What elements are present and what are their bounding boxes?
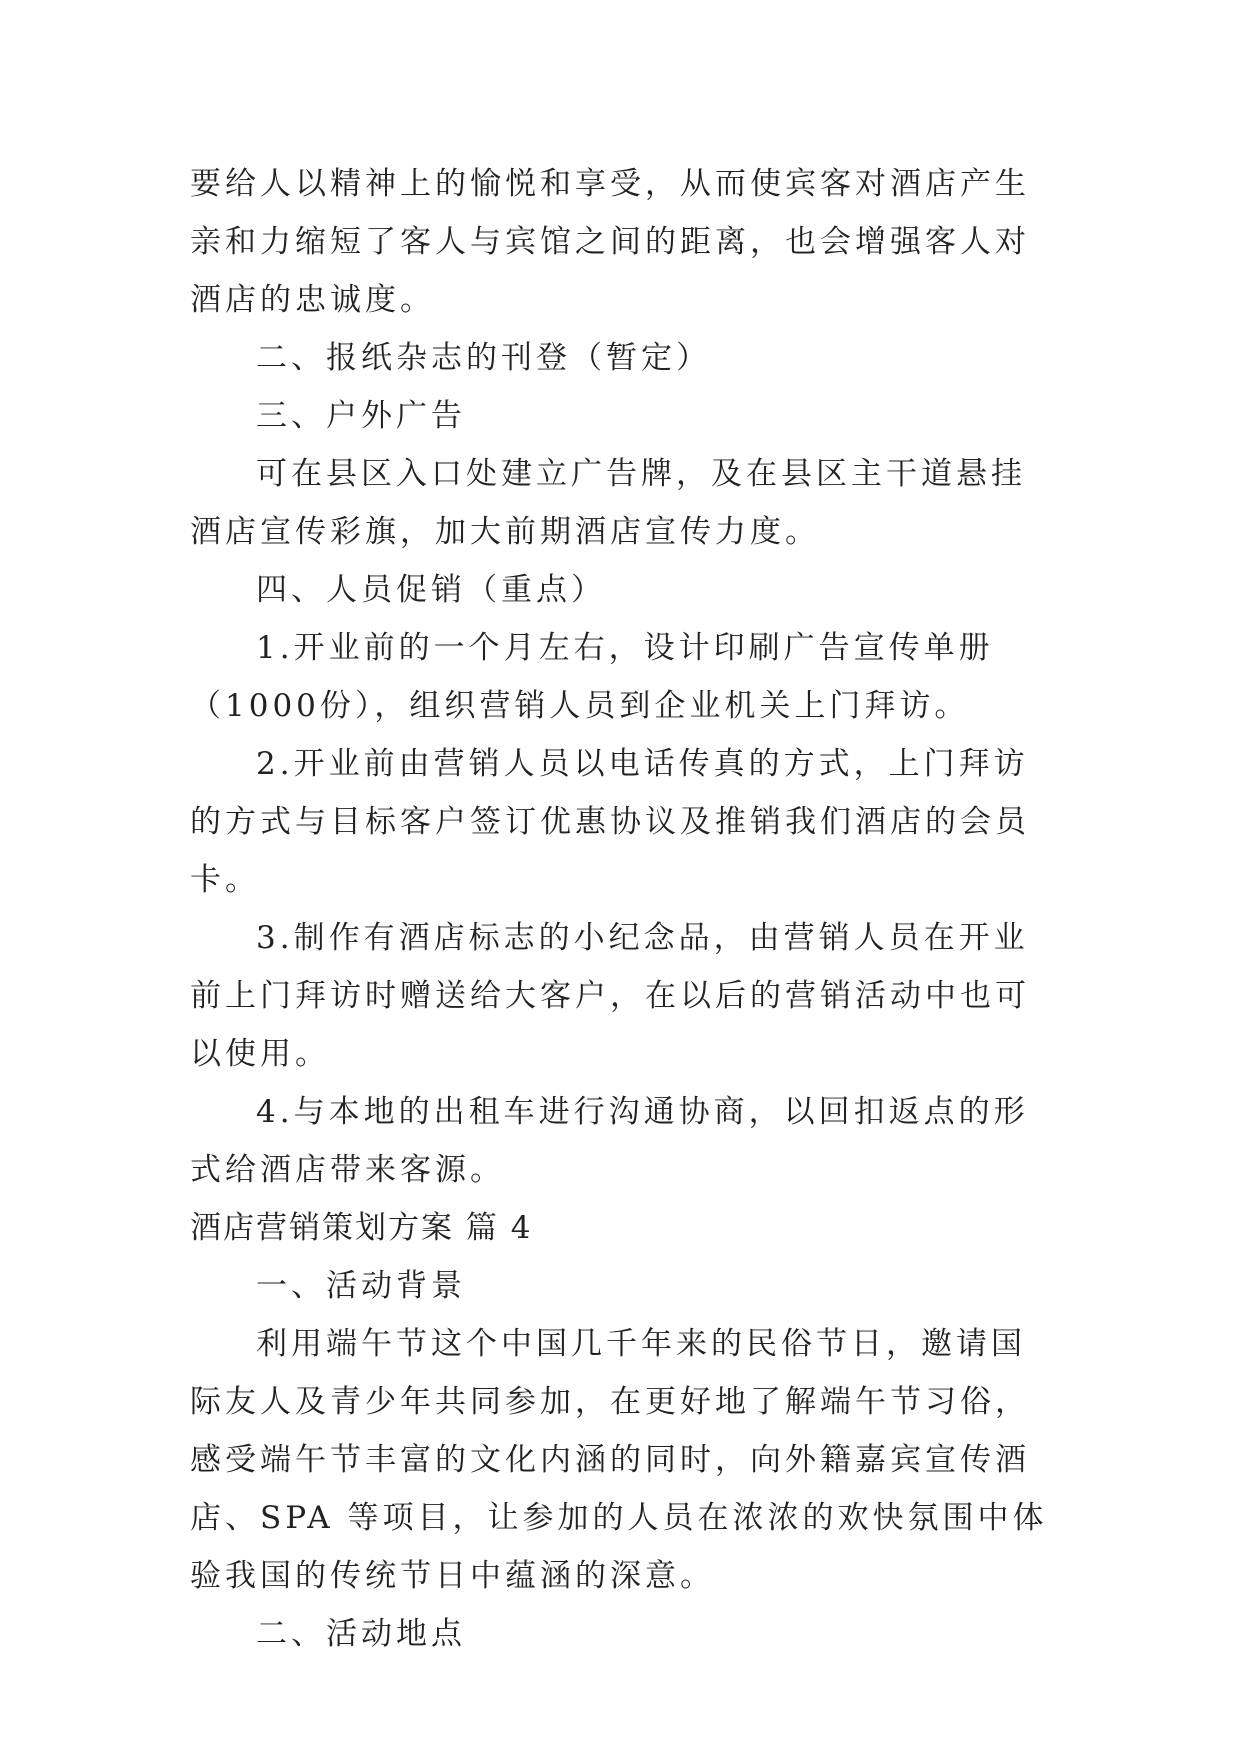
- plan-title: 酒店营销策划方案 篇 4: [190, 1210, 533, 1246]
- list-item-2: 2.开业前由营销人员以电话传真的方式，上门拜访的方式与目标客户签订优惠协议及推销我们酒店的会员卡。: [190, 746, 1030, 898]
- list-item-4: 4.与本地的出租车进行沟通协商，以回扣返点的形式给酒店带来客源。: [190, 1094, 1029, 1188]
- section-heading-outdoor-ads: 三、户外广告: [256, 398, 466, 434]
- paragraph-billboards: 可在县区入口处建立广告牌，及在县区主干道悬挂酒店宣传彩旗，加大前期酒店宣传力度。: [190, 456, 1026, 550]
- section-heading-background: 一、活动背景: [256, 1268, 466, 1304]
- section-heading-newspaper: 二、报纸杂志的刊登（暂定）: [256, 340, 711, 376]
- section-heading-personal-sales: 四、人员促销（重点）: [256, 572, 606, 608]
- document-body: [190, 155, 1060, 1663]
- section-heading-location: 二、活动地点: [256, 1616, 466, 1652]
- paragraph-intro: 要给人以精神上的愉悦和享受，从而使宾客对酒店产生亲和力缩短了客人与宾馆之间的距离，也会增强客人对酒店的忠诚度。: [190, 166, 1030, 318]
- paragraph-background: 利用端午节这个中国几千年来的民俗节日，邀请国际友人及青少年共同参加，在更好地了解端午节习俗，感受端午节丰富的文化内涵的同时，向外籍嘉宾宣传酒店、SPA 等项目，让参加的人员在浓浓的欢快氛围中体验我国的传统节日中蕴涵的深意。: [190, 1326, 1048, 1594]
- list-item-3: 3.制作有酒店标志的小纪念品，由营销人员在开业前上门拜访时赠送给大客户，在以后的营销活动中也可以使用。: [190, 920, 1030, 1072]
- list-item-1: 1.开业前的一个月左右，设计印刷广告宣传单册（1000份），组织营销人员到企业机关上门拜访。: [190, 630, 994, 724]
